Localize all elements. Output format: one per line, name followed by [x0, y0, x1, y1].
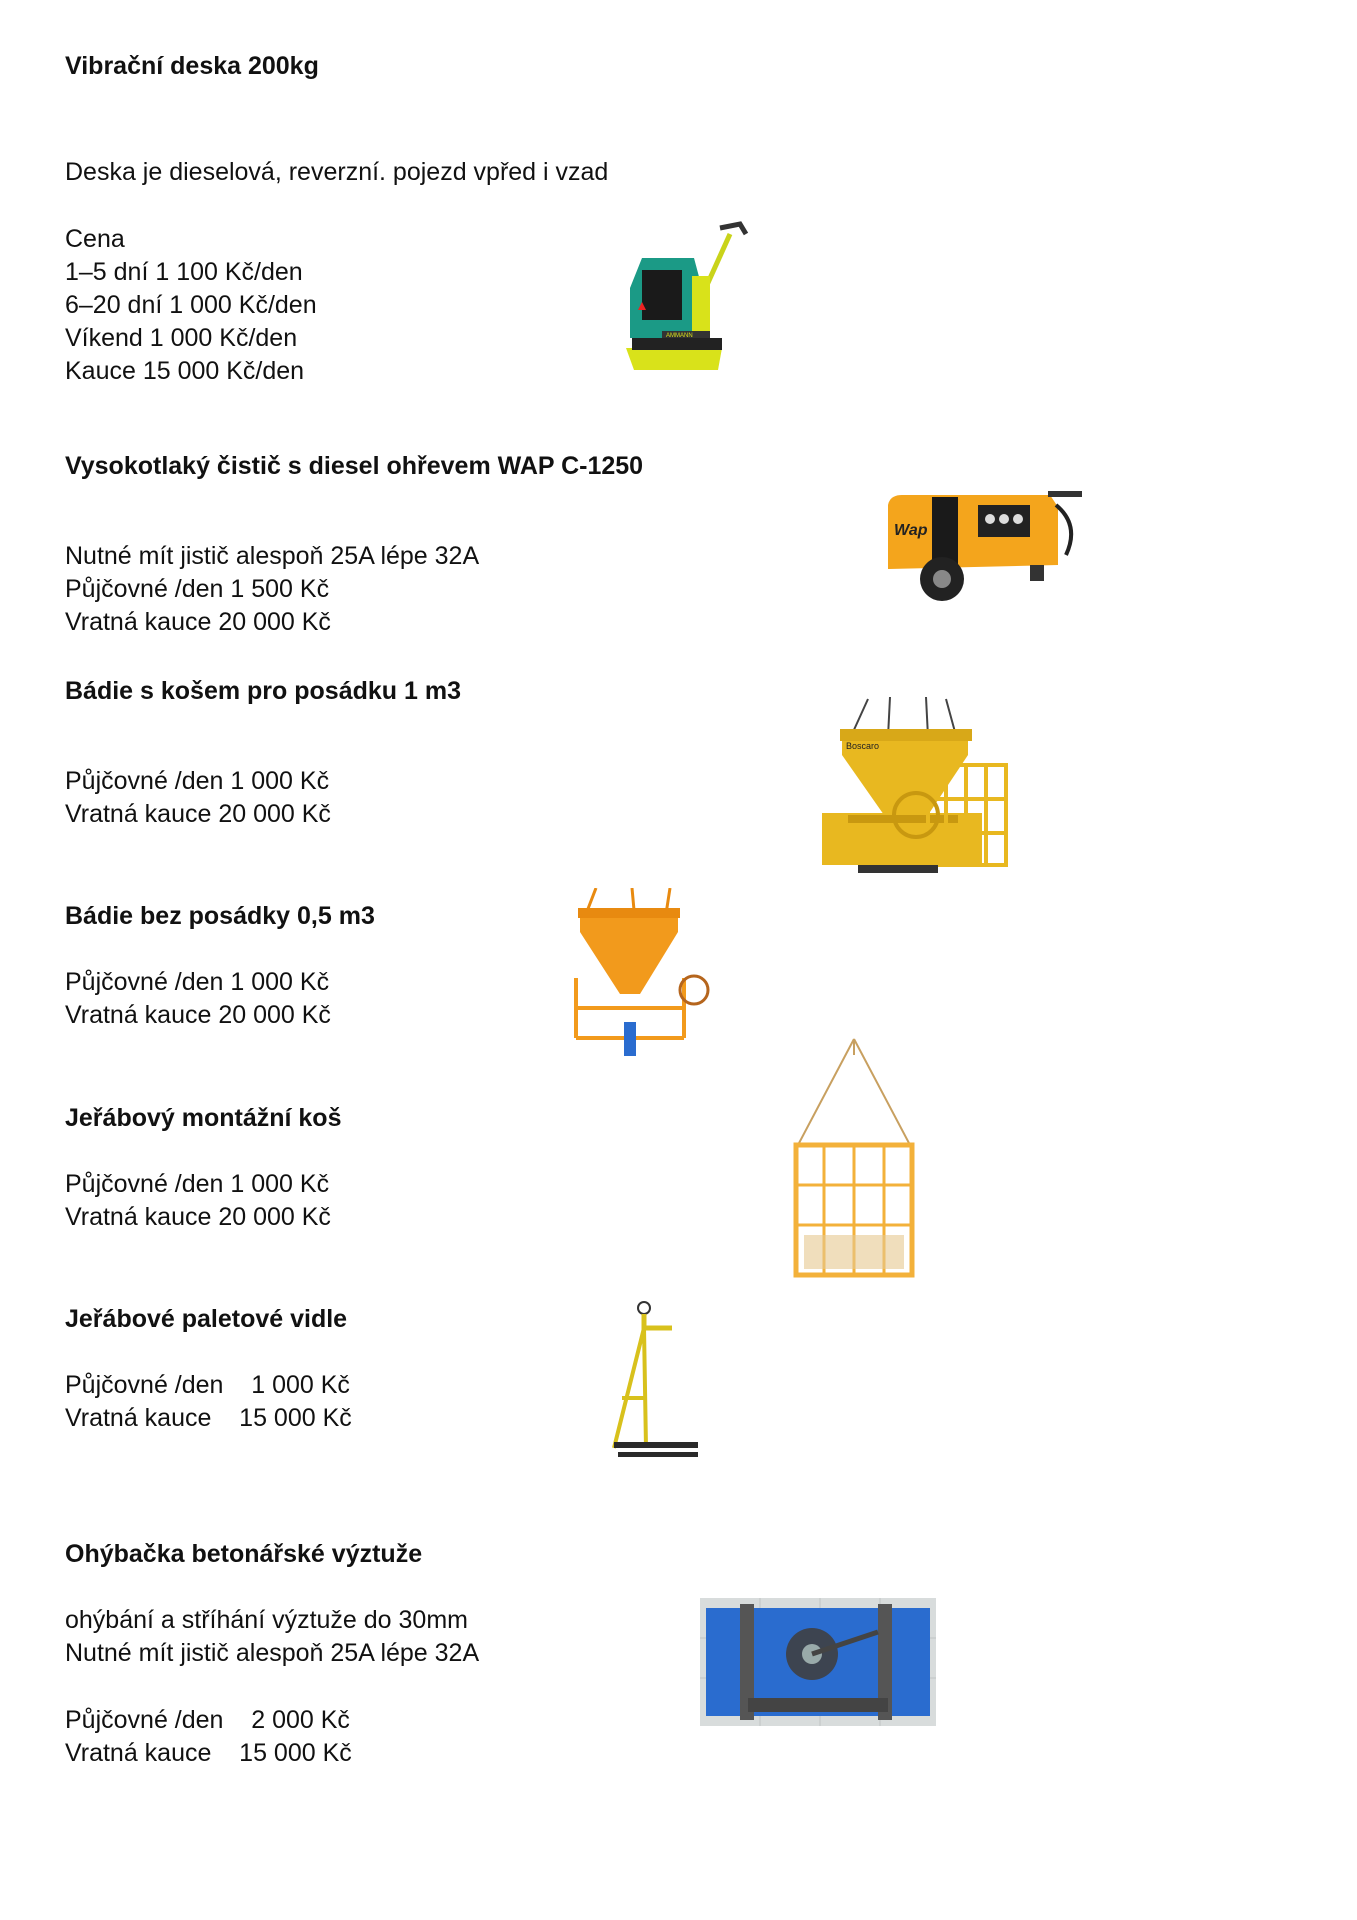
deposit-line: Vratná kauce 20 000 Kč: [65, 608, 331, 636]
price-line: Půjčovné /den 1 000 Kč: [65, 1170, 330, 1198]
deposit-line: Vratná kauce 15 000 Kč: [65, 1404, 352, 1432]
brand-logo-text: Boscaro: [846, 741, 880, 751]
deposit-line: Vratná kauce 15 000 Kč: [65, 1739, 352, 1767]
bucket-with-basket-image: [818, 695, 1018, 890]
item-title-pressure-washer: Vysokotlaký čistič s diesel ohřevem WAP C-1250: [65, 452, 644, 480]
item-title-pallet-fork: Jeřábové paletové vidle: [65, 1305, 348, 1333]
price-line: Půjčovné /den 1 000 Kč: [65, 767, 330, 795]
item-title-vibration-plate: Vibrační deska 200kg: [65, 52, 319, 80]
pressure-washer-image: [880, 485, 1085, 610]
item-title-bucket-with-basket: Bádie s košem pro posádku 1 m3: [65, 677, 461, 705]
requirement-line: Nutné mít jistič alespoň 25A lépe 32A: [65, 542, 480, 570]
brand-logo-text: AMMANN: [666, 333, 693, 339]
item-description: ohýbání a stříhání výztuže do 30mm: [65, 1606, 468, 1634]
price-line: Půjčovné /den 1 000 Kč: [65, 968, 330, 996]
deposit-line: Vratná kauce 20 000 Kč: [65, 1203, 331, 1231]
crane-basket-image: [784, 1035, 924, 1280]
brand-logo-text: Wap: [894, 522, 928, 539]
price-line: 1–5 dní 1 100 Kč/den: [65, 258, 303, 286]
requirement-line: Nutné mít jistič alespoň 25A lépe 32A: [65, 1639, 480, 1667]
price-line: Půjčovné /den 2 000 Kč: [65, 1706, 350, 1734]
bucket-without-crew-image: [570, 888, 710, 1063]
deposit-line: Vratná kauce 20 000 Kč: [65, 1001, 331, 1029]
item-title-crane-basket: Jeřábový montážní koš: [65, 1104, 342, 1132]
price-line: Půjčovné /den 1 500 Kč: [65, 575, 330, 603]
price-label: Cena: [65, 225, 125, 253]
pallet-fork-image: [602, 1298, 707, 1458]
item-title-rebar-bender: Ohýbačka betonářské výztuže: [65, 1540, 423, 1568]
item-description: Deska je dieselová, reverzní. pojezd vpřed i vzad: [65, 158, 609, 186]
vibration-plate-image: [622, 218, 764, 376]
item-title-bucket-without-crew: Bádie bez posádky 0,5 m3: [65, 902, 375, 930]
deposit-line: Kauce 15 000 Kč/den: [65, 357, 305, 385]
deposit-line: Vratná kauce 20 000 Kč: [65, 800, 331, 828]
rebar-bender-image: [700, 1598, 936, 1726]
price-line: Víkend 1 000 Kč/den: [65, 324, 298, 352]
price-line: 6–20 dní 1 000 Kč/den: [65, 291, 317, 319]
price-line: Půjčovné /den 1 000 Kč: [65, 1371, 350, 1399]
